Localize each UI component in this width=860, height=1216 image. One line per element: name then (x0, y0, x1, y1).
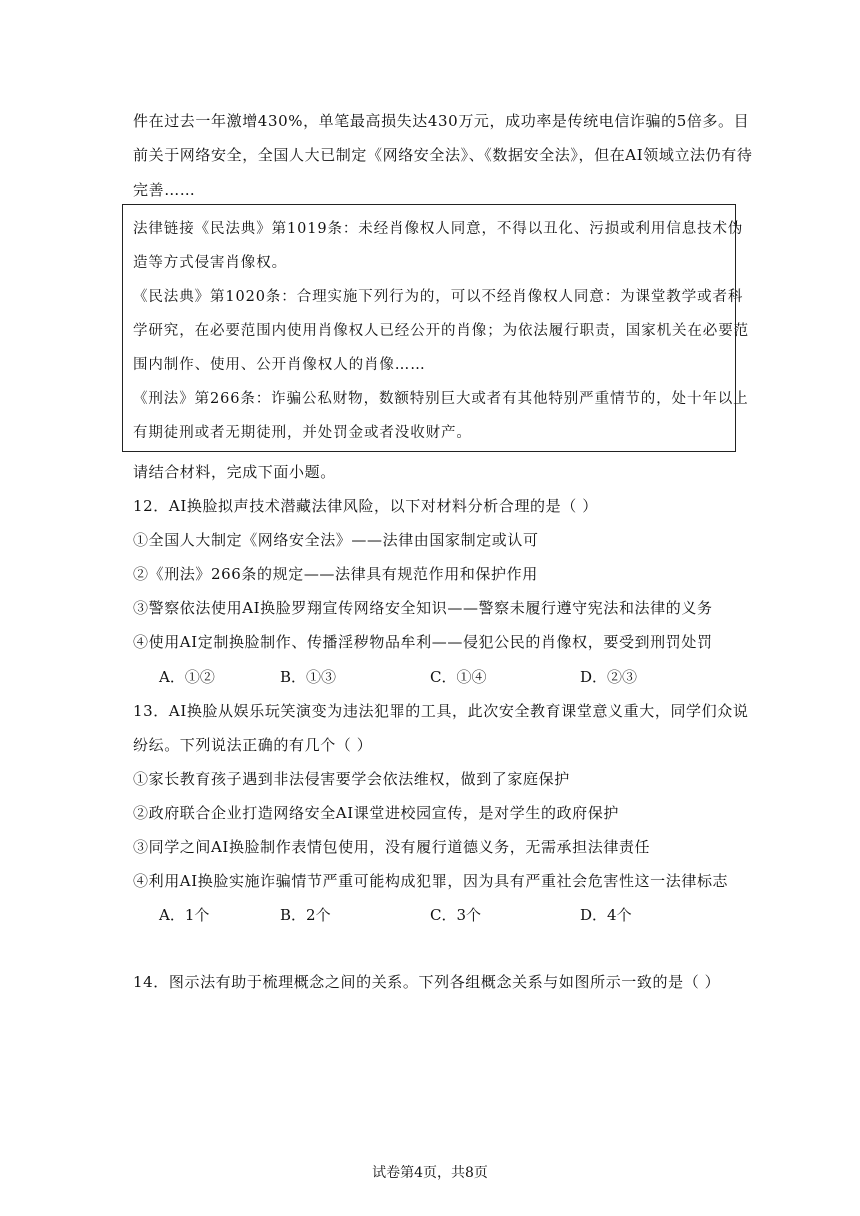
intro-line-2: 前关于网络安全，全国人大已制定《网络安全法》、《数据安全法》，但在AI领域立法仍有待 (133, 146, 753, 164)
q13-item-3: ③同学之间AI换脸制作表情包使用，没有履行道德义务，无需承担法律责任 (133, 838, 651, 856)
law-box-line-1: 法律链接《民法典》第1019条：未经肖像权人同意，不得以丑化、污损或利用信息技术伪 (133, 221, 744, 237)
q12-item-4: ④使用AI定制换脸制作、传播淫秽物品牟利——侵犯公民的肖像权，要受到刑罚处罚 (133, 633, 713, 651)
law-box-line-3: 《民法典》第1020条：合理实施下列行为的，可以不经肖像权人同意：为课堂教学或者科 (133, 289, 744, 305)
q14-stem: 14．图示法有助于梳理概念之间的关系。下列各组概念关系与如图所示一致的是（ ） (133, 973, 721, 991)
intro-line-1: 件在过去一年激增430%，单笔最高损失达430万元，成功率是传统电信诈骗的5倍多。目 (133, 112, 750, 130)
law-box-line-5: 围内制作、使用、公开肖像权人的肖像…… (133, 357, 426, 373)
q13-stem-line-1: 13．AI换脸从娱乐玩笑演变为违法犯罪的工具，此次安全教育课堂意义重大，同学们众说 (133, 702, 749, 720)
q13-option-c[interactable]: C．3个 (430, 906, 482, 924)
q12-item-2: ②《刑法》266条的规定——法律具有规范作用和保护作用 (133, 565, 538, 583)
q12-option-c[interactable]: C．①④ (430, 668, 487, 686)
q12-option-b[interactable]: B．①③ (280, 668, 337, 686)
law-box-line-4: 学研究，在必要范围内使用肖像权人已经公开的肖像；为依法履行职责，国家机关在必要范 (133, 323, 749, 339)
q12-stem: 12．AI换脸拟声技术潜藏法律风险，以下对材料分析合理的是（ ） (133, 497, 598, 515)
q12-option-a[interactable]: A．①② (159, 668, 215, 686)
q13-option-b[interactable]: B．2个 (280, 906, 331, 924)
q13-item-2: ②政府联合企业打造网络安全AI课堂进校园宣传，是对学生的政府保护 (133, 804, 619, 822)
q13-item-4: ④利用AI换脸实施诈骗情节严重可能构成犯罪，因为具有严重社会危害性这一法律标志 (133, 872, 729, 890)
q13-option-d[interactable]: D．4个 (580, 906, 632, 924)
instruction: 请结合材料，完成下面小题。 (133, 463, 336, 481)
law-box-line-6: 《刑法》第266条：诈骗公私财物，数额特别巨大或者有其他特别严重情节的，处十年以上 (133, 391, 749, 407)
q12-item-3: ③警察依法使用AI换脸罗翔宣传网络安全知识——警察未履行遵守宪法和法律的义务 (133, 599, 713, 617)
q12-item-1: ①全国人大制定《网络安全法》——法律由国家制定或认可 (133, 531, 539, 549)
law-box-line-7: 有期徒刑或者无期徒刑，并处罚金或者没收财产。 (133, 425, 472, 441)
q13-item-1: ①家长教育孩子遇到非法侵害要学会依法维权，做到了家庭保护 (133, 770, 570, 788)
page-footer: 试卷第4页，共8页 (372, 1165, 488, 1181)
law-box-line-2: 造等方式侵害肖像权。 (133, 255, 287, 271)
q12-option-d[interactable]: D．②③ (580, 668, 638, 686)
q13-stem-line-2: 纷纭。下列说法正确的有几个（ ） (133, 736, 373, 754)
law-link-box (122, 204, 749, 452)
intro-line-3: 完善…… (133, 181, 196, 199)
q13-option-a[interactable]: A．1个 (159, 906, 210, 924)
